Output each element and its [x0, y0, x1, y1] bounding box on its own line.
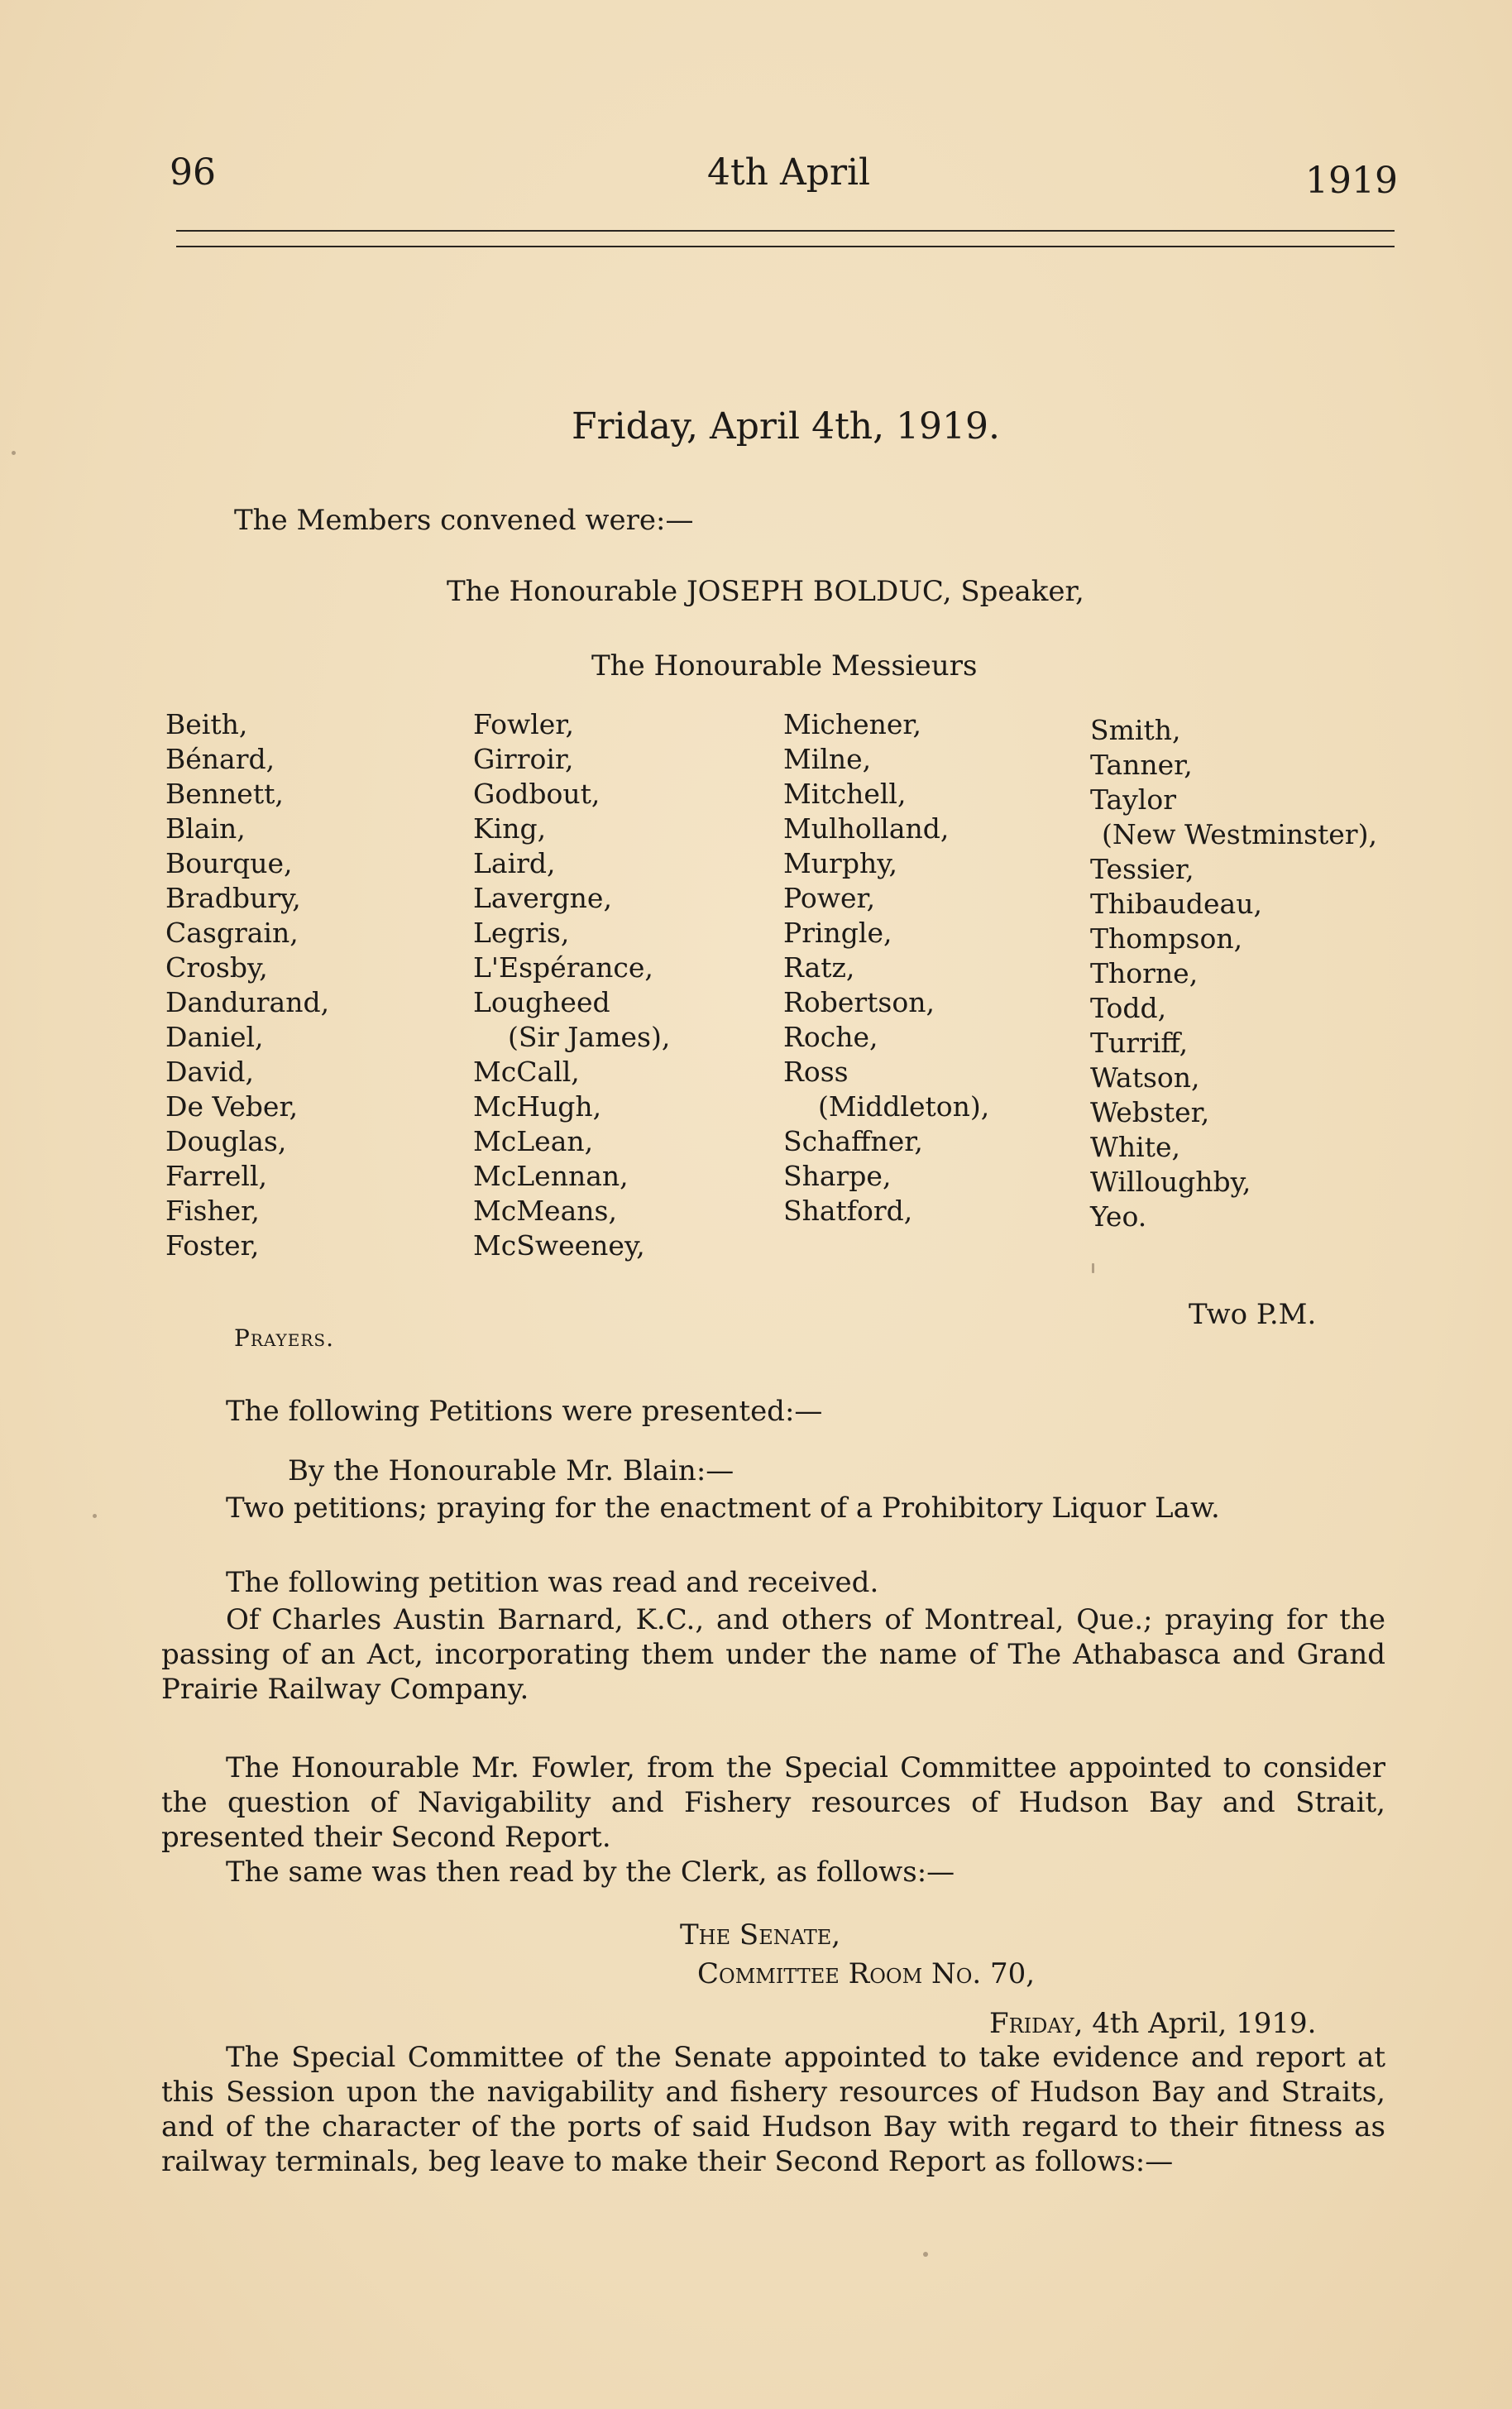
petitions-intro: The following Petitions were presented:—	[226, 1395, 823, 1428]
member-name: Milne,	[783, 743, 872, 775]
member-name: Michener,	[783, 708, 922, 740]
petition-read-text: Of Charles Austin Barnard, K.C., and others of Montreal, Que.; praying for the passing of an Act, incorporating them under the name of The Athabasca and Grand Prairie Railway Company.	[161, 1603, 1385, 1706]
member-name: Bennett,	[165, 778, 284, 810]
member-name: Mitchell,	[783, 778, 907, 810]
member-name: White,	[1090, 1131, 1181, 1163]
page-number: 96	[170, 151, 216, 194]
member-name-continuation: (New Westminster),	[1102, 818, 1377, 850]
member-name: Bourque,	[165, 847, 293, 879]
member-name: McHugh,	[473, 1090, 602, 1123]
member-name: Daniel,	[165, 1021, 264, 1053]
member-name: Tanner,	[1090, 749, 1193, 781]
member-name: McSweeney,	[473, 1229, 645, 1262]
petition-text: Two petitions; praying for the enactment of a Prohibitory Liquor Law.	[226, 1492, 1220, 1525]
member-name: Fowler,	[473, 708, 574, 740]
member-name: Girroir,	[473, 743, 574, 775]
member-name: McCall,	[473, 1056, 580, 1088]
member-name: Godbout,	[473, 778, 600, 810]
committee-report-intro: The Honourable Mr. Fowler, from the Special Committee appointed to consider the question of Navigability and Fishery resources of Hudson Bay and Strait, presented their Second Report.	[161, 1751, 1385, 1854]
member-name: David,	[165, 1056, 254, 1088]
member-name: Thompson,	[1090, 922, 1243, 955]
member-name: Legris,	[473, 917, 570, 949]
messieurs-line: The Honourable Messieurs	[591, 649, 978, 682]
member-name: Pringle,	[783, 917, 892, 949]
header-date: 4th April	[707, 151, 871, 194]
member-name: Crosby,	[165, 951, 268, 984]
members-intro: The Members convened were:—	[234, 504, 694, 537]
member-name: Taylor	[1090, 783, 1176, 816]
member-name: Murphy,	[783, 847, 897, 879]
member-name: Casgrain,	[165, 917, 299, 949]
member-name: Todd,	[1090, 992, 1167, 1024]
paper-speck	[12, 451, 16, 455]
member-name: Farrell,	[165, 1160, 268, 1192]
members-column-4	[1090, 713, 1377, 1234]
member-name: Webster,	[1090, 1096, 1210, 1128]
member-name: Dandurand,	[165, 986, 330, 1018]
member-name-continuation: (Sir James),	[508, 1021, 671, 1053]
senate-line: The Senate,	[680, 1918, 841, 1952]
paper-speck	[93, 1514, 97, 1518]
member-name: Smith,	[1090, 714, 1181, 746]
page-header	[170, 149, 1398, 207]
header-rule-top	[176, 230, 1395, 232]
member-name: Lavergne,	[473, 882, 612, 914]
member-name: King,	[473, 812, 547, 845]
member-name: Fisher,	[165, 1195, 260, 1227]
member-name: Ross	[783, 1056, 849, 1088]
member-name: Beith,	[165, 708, 248, 740]
petition-read-intro: The following petition was read and received.	[226, 1566, 879, 1599]
member-name: Thorne,	[1090, 957, 1199, 989]
member-name: Douglas,	[165, 1125, 287, 1157]
committee-room-line: Committee Room No. 70,	[697, 1957, 1036, 1990]
member-name: Lougheed	[473, 986, 610, 1018]
member-name: Bénard,	[165, 743, 275, 775]
report-date-day: Friday,	[989, 2007, 1084, 2040]
report-date-value: 4th April, 1919.	[1092, 2007, 1317, 2040]
member-name: L'Espérance,	[473, 951, 653, 984]
member-name: De Veber,	[165, 1090, 299, 1123]
day-heading: Friday, April 4th, 1919.	[571, 405, 1001, 448]
member-name: Turriff,	[1090, 1027, 1189, 1059]
header-year: 1919	[1305, 160, 1398, 202]
member-name: Watson,	[1090, 1061, 1200, 1094]
member-name: Mulholland,	[783, 812, 950, 845]
member-name: McLean,	[473, 1125, 594, 1157]
member-name: Roche,	[783, 1021, 878, 1053]
member-name: Robertson,	[783, 986, 935, 1018]
member-name: Yeo.	[1090, 1200, 1147, 1233]
members-column-3	[783, 707, 989, 1228]
member-name: Schaffner,	[783, 1125, 923, 1157]
members-column-1	[165, 707, 329, 1263]
member-name: Bradbury,	[165, 882, 301, 914]
report-date	[989, 2006, 1317, 2041]
member-name: Power,	[783, 882, 876, 914]
member-name: Tessier,	[1090, 853, 1194, 885]
member-name: McMeans,	[473, 1195, 617, 1227]
member-name: Thibaudeau,	[1090, 888, 1262, 920]
speaker-line: The Honourable JOSEPH BOLDUC, Speaker,	[447, 575, 1084, 608]
report-read-line: The same was then read by the Clerk, as follows:—	[226, 1856, 955, 1889]
member-name: Blain,	[165, 812, 246, 845]
session-time: Two P.M.	[1189, 1298, 1317, 1331]
prayers-heading: Prayers.	[234, 1324, 334, 1352]
member-name: Sharpe,	[783, 1160, 892, 1192]
member-name: Foster,	[165, 1229, 260, 1262]
member-name: Shatford,	[783, 1195, 913, 1227]
report-body: The Special Committee of the Senate appointed to take evidence and report at this Session upon the navigability and fishery resources of Hudson Bay and Straits, and of the character of the ports of said Hudson Bay with regard to their fitness as railway terminals, beg leave to make their Second Report as follows:—	[161, 2041, 1385, 2178]
paper-speck	[1092, 1263, 1094, 1273]
member-name-continuation: (Middleton),	[818, 1090, 990, 1123]
header-rule-bottom	[176, 246, 1395, 247]
member-name: McLennan,	[473, 1160, 629, 1192]
member-name: Ratz,	[783, 951, 855, 984]
paper-speck	[923, 2252, 928, 2257]
member-name: Laird,	[473, 847, 556, 879]
members-column-2	[473, 707, 670, 1263]
petition-presenter: By the Honourable Mr. Blain:—	[288, 1454, 734, 1487]
member-name: Willoughby,	[1090, 1166, 1251, 1198]
